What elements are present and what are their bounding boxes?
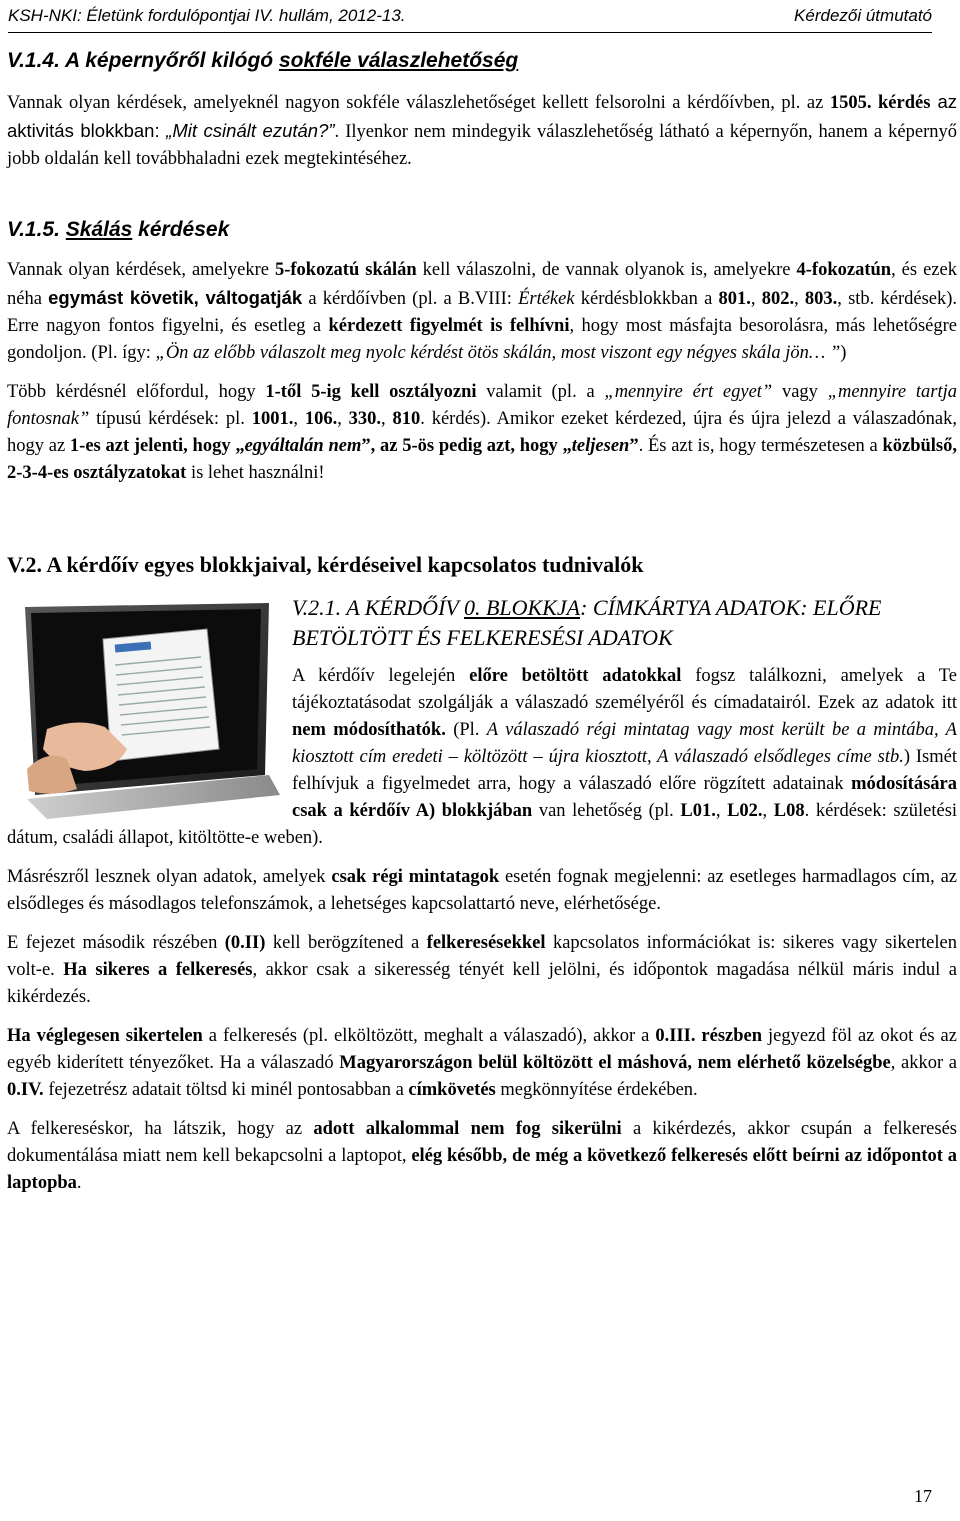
section-heading-v15: V.1.5. Skálás kérdések — [7, 218, 230, 241]
paragraph: Másrészről lesznek olyan adatok, amelyek csak régi mintatagok esetén fognak megjelenni: az esetleges harmadlagos cím, az elsődleges és másodlagos telefonszámok, a lehetséges kapcsolattartó neve, elérhetősége. — [7, 867, 957, 914]
page-content — [7, 48, 957, 1209]
laptop-document-image — [7, 599, 280, 819]
paragraph: E fejezet második részében (0.II) kell berögzítened a felkeresésekkel kapcsolatos információkat is: sikeres vagy sikertelen volt-e. Ha sikeres a felkeresés, akkor csak a sikeresség tényét kell jelölni, és időpontok magadása nélkül máris indul a kikérdezés. — [7, 933, 957, 1007]
subsection-heading-v21: V.2.1. A KÉRDŐÍV 0. BLOKKJA: CÍMKÁRTYA ADATOK: ELŐRE BETÖLTÖTT ÉS FELKERESÉSI ADATOK — [292, 595, 882, 650]
paragraph: Vannak olyan kérdések, amelyekre 5-fokozatú skálán kell válaszolni, de vannak olyanok is, amelyekre 4-fokozatún, és ezek néha egymást követik, váltogatják a kérdőívben (pl. a B.VIII: Értékek kérdésblokkban a 801., 802., 803., stb. kérdések). Erre nagyon fontos figyelni, és esetleg a kérdezett figyelmét is felhívni, hogy most másfajta besorolásra, más lehetőségre gondoljon. (Pl. így: „Ön az előbb válaszolt meg nyolc kérdést ötös skálán, most viszont egy négyes skála jön… ”) — [7, 260, 958, 363]
paragraph: Vannak olyan kérdések, amelyeknél nagyon sokféle válaszlehetőséget kellett felsorolni a kérdőívben, pl. az 1505. kérdés az aktivitás blokkban: „Mit csinált ezután?”. Ilyenkor nem mindegyik válaszlehetőség látható a képernyőn, hanem a képernyő jobb oldalán kell továbbhaladni ezek megtekintéséhez. — [7, 91, 957, 169]
section-heading-v14: V.1.4. A képernyőről kilógó sokféle válaszlehetőség — [7, 49, 519, 72]
paragraph: A felkereséskor, ha látszik, hogy az adott alkalommal nem fog sikerülni a kikérdezés, akkor csupán a felkeresés dokumentálása miatt nem kell bekapcsolni a laptopot, elég később, de még a következő felkeresés előtt beírni az időpontot a laptopba. — [7, 1119, 958, 1193]
paragraph: Több kérdésnél előfordul, hogy 1-től 5-ig kell osztályozni valamit (pl. a „mennyire ért egyet” vagy „mennyire tartja fontosnak” típusú kérdések: pl. 1001., 106., 330., 810. kérdés). Amikor ezeket kérdezed, újra és újra jelezd a válaszadónak, hogy az 1-es azt jelenti, hogy „egyáltalán nem”, az 5-ös pedig azt, hogy „teljesen”. És azt is, hogy természetesen a közbülső, 2-3-4-es osztályzatokat is lehet használni! — [7, 382, 958, 483]
header-left: KSH-NKI: Életünk fordulópontjai IV. hullám, 2012-13. — [8, 6, 406, 25]
paragraph: A kérdőív legelején előre betöltött adatokkal fogsz találkozni, amelyek a Te tájékoztatásodat szolgálják a válaszadó személyéről és címadatairól. Ezek az adatok itt nem módosíthatók. (Pl. A válaszadó régi mintatag vagy most került be a mintába, A kiosztott cím eredeti – költözött – újra kiosztott, A válaszadó elsődleges címe stb.) Ismét felhívjuk a figyelmedet arra, hogy a válaszadó előre rögzített adatainak módosítására csak a kérdőív A) blokkjában van lehetőség (pl. L01., L02., L08. kérdések: születési dátum, családi állapot, kitöltötte-e weben). — [7, 666, 958, 848]
page-header — [8, 4, 932, 33]
paragraph: Ha véglegesen sikertelen a felkeresés (pl. elköltözött, meghalt a válaszadó), akkor a 0.III. részben jegyezd föl az okot és az egyéb kiderített tényezőket. Ha a válaszadó Magyarországon belül költözött el máshová, nem elérhető közelségbe, akkor a 0.IV. fejezetrész adatait töltsd ki minél pontosabban a címkövetés megkönnyítése érdekében. — [7, 1026, 957, 1100]
header-right: Kérdezői útmutató — [794, 6, 932, 25]
page-number: 17 — [914, 1486, 932, 1506]
section-heading-v2: V.2. A kérdőív egyes blokkjaival, kérdéseivel kapcsolatos tudnivalók — [7, 552, 644, 577]
